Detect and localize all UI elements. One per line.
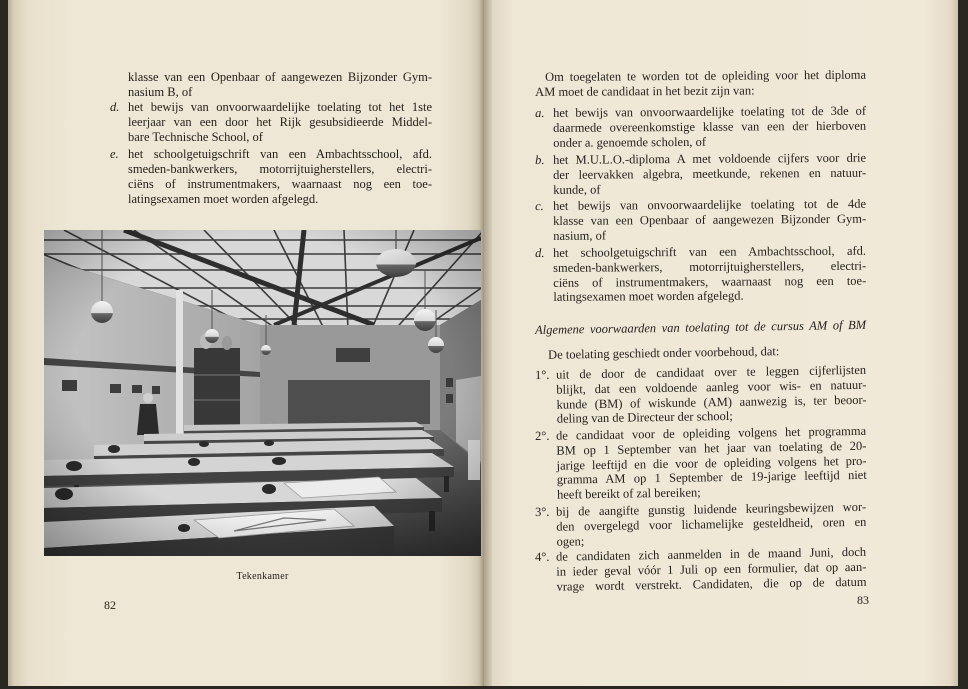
text-line: latingsexamen moet worden afgelegd. <box>553 288 744 304</box>
text-line: de candidaten zich aanmelden in de maand Juni, doch <box>555 544 867 564</box>
requirement-item-d <box>535 243 866 304</box>
left-page-text <box>110 70 432 207</box>
text-line: ciëns of instrumentmakers, waarnaast nog een toe- <box>553 272 867 289</box>
condition-item-2 <box>535 423 867 502</box>
photo-drawing-room <box>44 230 481 556</box>
list-marker: e. <box>110 147 119 161</box>
text-line: klasse van een Openbaar of aangewezen Bijzonder Gym- <box>553 210 867 228</box>
list-item <box>110 147 432 207</box>
text-line: het bewijs van onvoorwaardelijke toelating tot de 4de <box>552 196 867 213</box>
text-line: latingsexamen moet worden afgelegd. <box>128 192 319 206</box>
photo-caption: Tekenkamer <box>236 571 289 582</box>
text-line: Algemene voorwaarden van toelating tot de cursus AM of BM <box>535 317 867 337</box>
text-line: jarige leeftijd en die voor de opleiding volgens het pro- <box>556 452 867 472</box>
list-marker: d. <box>535 245 545 260</box>
list-item <box>535 423 867 502</box>
list-item <box>535 499 867 549</box>
text-line: daarmede overeenkomstige klasse van een der hierboven <box>553 117 867 135</box>
requirement-item-c <box>535 196 866 243</box>
text-line: ogen; <box>556 533 585 548</box>
list-marker: d. <box>110 100 120 114</box>
text-line: het bewijs van onvoorwaardelijke toelating tot de 3de of <box>552 103 867 120</box>
requirement-item-a <box>535 103 866 150</box>
text-line: gramma AM op 1 September de 19-jarige leeftijd niet <box>556 467 867 487</box>
text-line: de candidaat voor de opleiding volgens het programma <box>555 423 867 443</box>
intro-paragraph <box>535 67 866 99</box>
list-marker: b. <box>535 152 545 167</box>
text-line: onder a. genoemde scholen, of <box>553 133 707 149</box>
list-marker: 3°. <box>535 504 550 519</box>
list-item-continuation <box>110 70 432 100</box>
text-line: smeden-bankwerkers, motorrijtuigherstellers, electri- <box>553 257 867 275</box>
text-line: ciëns of instrumentmakers, waarnaast nog een toe- <box>128 177 432 191</box>
list-item <box>110 100 432 145</box>
text-line: uit de door de candidaat over te leggen cijferlijsten <box>555 362 867 382</box>
text-line: Om toegelaten te worden tot de opleiding voor het diploma <box>544 67 867 84</box>
text-line: klasse van een Openbaar of aangewezen Bijzonder Gym- <box>128 70 432 84</box>
text-line: smeden-bankwerkers, motorrijtuigherstellers, electri- <box>128 162 432 176</box>
text-line: BM op 1 September van het jaar van toelating de 20- <box>556 438 867 457</box>
list-item <box>535 103 866 150</box>
text-line: bare Technische School, of <box>128 130 263 144</box>
text-line: nasium, of <box>553 227 607 242</box>
list-item <box>535 196 866 243</box>
text-line: blijkt, dat een voldoende aanleg voor wis- en natuur- <box>556 377 867 396</box>
list-item <box>535 362 867 426</box>
page-number-left: 82 <box>104 598 116 612</box>
text-line: het M.U.L.O.-diploma A met voldoende cijfers voor drie <box>552 150 867 167</box>
text-line: vrage wordt verstrekt. Candidaten, die op de datum <box>556 573 867 593</box>
text-line: het bewijs van onvoorwaardelijke toelating tot het 1ste <box>128 100 432 114</box>
list-marker: c. <box>535 198 544 213</box>
text-line: der leervakken algebra, meetkunde, rekenen en natuur- <box>553 164 867 182</box>
condition-item-3 <box>535 499 867 549</box>
text-line: in ieder geval vóór 1 Juli op een formulier, dat op aan- <box>556 559 867 578</box>
text-line: kunde (BM) of wiskunde (AM) aanwezig is, ter beoor- <box>556 391 867 411</box>
text-line: deling van de Directeur der school; <box>556 408 733 426</box>
text-line: het schoolgetuigschrift van een Ambachtsschool, afd. <box>552 243 867 260</box>
text-line: nasium B, of <box>128 85 193 99</box>
text-line: AM moet de candidaat in het bezit zijn van: <box>535 82 755 99</box>
text-line: bij de aangifte gunstig luidende keuringsbewijzen wor- <box>555 499 867 519</box>
list-marker: 1°. <box>535 367 550 382</box>
condition-item-1 <box>535 362 867 426</box>
text-line: kunde, of <box>553 181 601 196</box>
page-number-right: 83 <box>857 593 869 607</box>
list-item <box>535 243 866 304</box>
list-marker: 4°. <box>535 549 550 564</box>
condition-item-4 <box>535 544 867 594</box>
list-marker: 2°. <box>535 428 550 443</box>
list-marker: a. <box>535 105 545 120</box>
list-item <box>535 544 867 594</box>
text-line: den overgelegd voor lichamelijke gesteldheid, oren en <box>556 514 867 533</box>
text-line: De toelating geschiedt onder voorbehoud, dat: <box>547 343 780 362</box>
photo-vignette <box>44 230 481 556</box>
list-item <box>535 150 866 197</box>
text-line: heeft bereikt of zal bereiken; <box>556 485 701 502</box>
text-line: het schoolgetuigschrift van een Ambachtsschool, afd. <box>128 147 432 161</box>
text-line: leerjaar van een door het Rijk gesubsidieerde Middel- <box>128 115 432 129</box>
requirement-item-b <box>535 150 866 197</box>
